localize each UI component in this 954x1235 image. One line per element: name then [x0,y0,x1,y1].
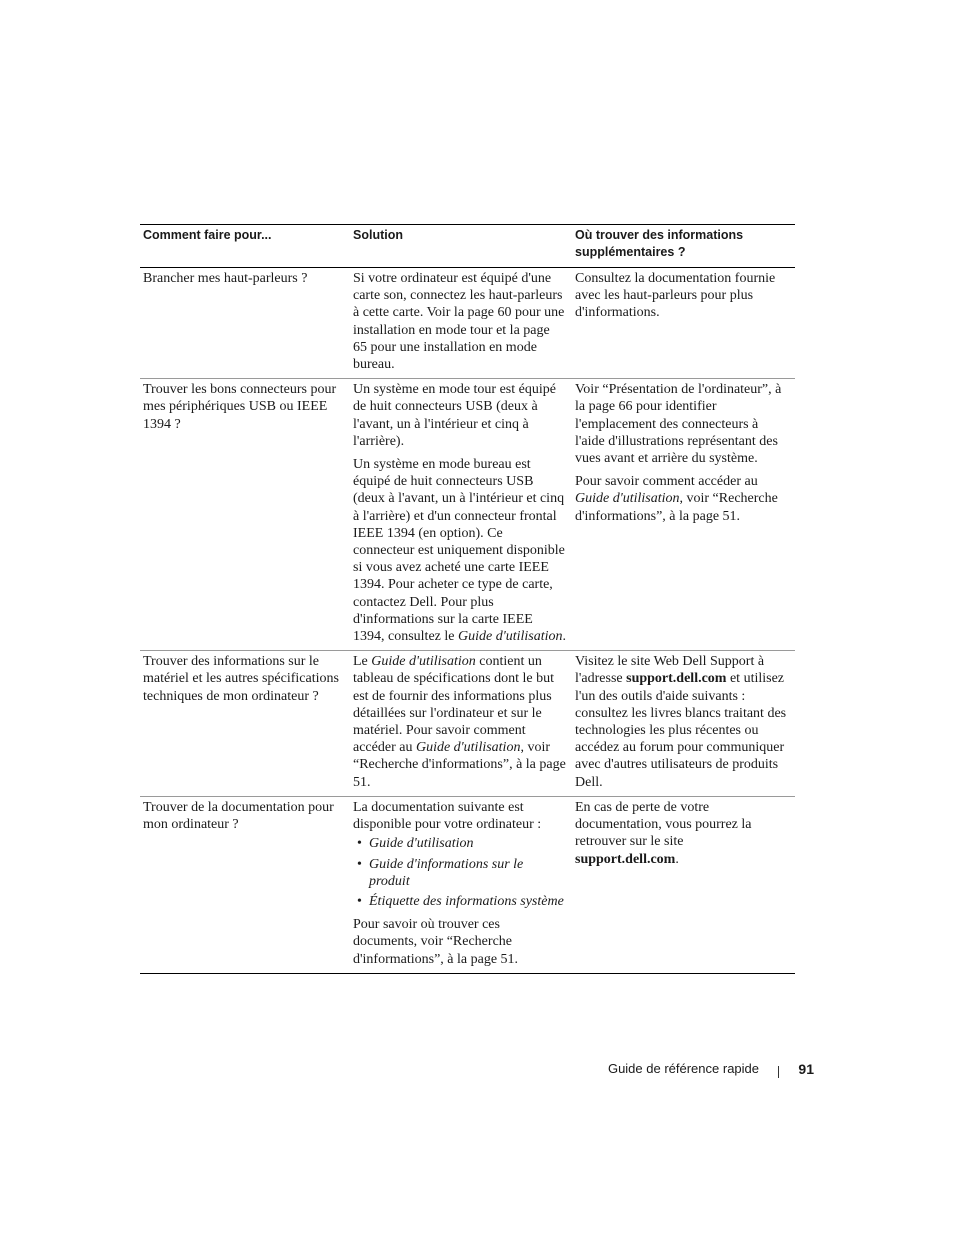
info-text: . [675,851,679,867]
info-text: Visitez le site Web Dell Support à l'adresse [575,654,765,687]
list-item: • Étiquette des informations système [357,893,564,909]
footer-separator [778,1066,779,1078]
info-text: En cas de perte de votre documentation, vous pourrez la retrouver sur le site [575,799,752,850]
info-paragraph [575,653,789,791]
info-text: , voir “Recherche d'informations”, à la page 51. [575,491,778,524]
info-table-container [140,224,795,974]
solution-paragraph: La documentation suivante est disponible pour votre ordinateur : [353,799,542,833]
info-paragraph: Voir “Présentation de l'ordinateur”, à la page 66 pour identifier l'emplacement des connecteurs à l'aide d'illustrations représentant des vues avant et arrière du système. [575,382,782,467]
solution-text: . [562,629,566,645]
info-table [140,224,795,974]
info-paragraph [575,799,789,868]
table-row [140,796,795,973]
footer-title: Guide de référence rapide [607,1061,759,1076]
solution-text: Un système en mode bureau est équipé de huit connecteurs USB (deux à l'avant, un à l'intérieur et cinq à l'arrière) et d'un connecteur frontal IEEE 1394 (en option). Ce connecteur est uniquement disponible si vous avez acheté une carte IEEE 1394. Pour acheter ce type de carte, contactez Dell. Pour plus d'informations sur la carte IEEE 1394, consultez le [353,457,565,645]
page-number: 91 [798,1061,814,1077]
task-cell [140,796,350,973]
bullet-icon: • [357,836,362,852]
solution-cell [350,379,572,651]
solution-paragraph: Pour savoir où trouver ces documents, voir “Recherche d'informations”, à la page 51. [353,917,519,967]
solution-cell [350,651,572,797]
user-guide-reference: Guide d'utilisation [371,654,476,670]
user-guide-reference: Guide d'utilisation [415,740,521,756]
solution-paragraph [353,456,566,645]
info-paragraph [575,473,789,525]
info-cell [572,379,795,651]
page-footer [0,1061,814,1081]
task-text: Trouver de la documentation pour mon ordinateur ? [143,799,334,833]
solution-paragraph: Un système en mode tour est équipé de huit connecteurs USB (deux à l'avant, un à l'intérieur et cinq à l'arrière). [353,382,556,449]
task-cell [140,379,350,651]
info-cell [572,651,795,797]
info-cell [572,796,795,973]
task-text: Trouver des informations sur le matériel et les autres spécifications techniques de mon ordinateur ? [143,654,339,704]
list-item: • Guide d'informations sur le produit [357,856,524,889]
table-row [140,379,795,651]
info-text: Pour savoir comment accéder au [575,474,758,490]
task-cell [140,268,350,379]
solution-paragraph: Si votre ordinateur est équipé d'une carte son, connectez les haut-parleurs à cette carte. Voir la page 60 pour une installation en mode tour et la page 65 pour une installation en mode bureau. [353,271,565,373]
solution-text: , voir “Recherche d'informations”, à la page 51. [353,740,566,790]
solution-text: contient un tableau de spécifications dont le but est de fournir des informations plus détaillées sur l'ordinateur et sur le matériel. Pour savoir comment accéder au [353,654,554,756]
table-header-row [140,225,795,268]
table-row [140,268,795,379]
header-task: Comment faire pour... [140,225,350,268]
solution-cell [350,268,572,379]
documentation-list [353,835,566,910]
info-paragraph: Consultez la documentation fournie avec les haut-parleurs pour plus d'informations. [575,271,776,321]
table-row [140,651,795,797]
info-cell [572,268,795,379]
solution-cell [350,796,572,973]
task-text: Brancher mes haut-parleurs ? [143,271,308,286]
task-text: Trouver les bons connecteurs pour mes périphériques USB ou IEEE 1394 ? [143,382,337,432]
bullet-icon: • [357,856,362,872]
list-item: • Guide d'utilisation [357,836,474,852]
header-solution: Solution [350,225,572,268]
info-text: et utilisez l'un des outils d'aide suivants : consultez les livres blancs traitant des technologies les plus récentes ou accédez au forum pour communiquer avec d'autres utilisateurs de produits Dell. [575,671,787,790]
support-site-name: support.dell.com [575,851,676,867]
task-cell [140,651,350,797]
bullet-icon: • [357,893,362,909]
support-site-name: support.dell.com [626,671,727,687]
solution-paragraph [353,653,566,791]
header-more-info: Où trouver des informations supplémentaires ? [572,225,795,268]
user-guide-reference: Guide d'utilisation [457,629,563,645]
solution-text: Le [353,654,372,670]
user-guide-reference: Guide d'utilisation [575,491,680,507]
